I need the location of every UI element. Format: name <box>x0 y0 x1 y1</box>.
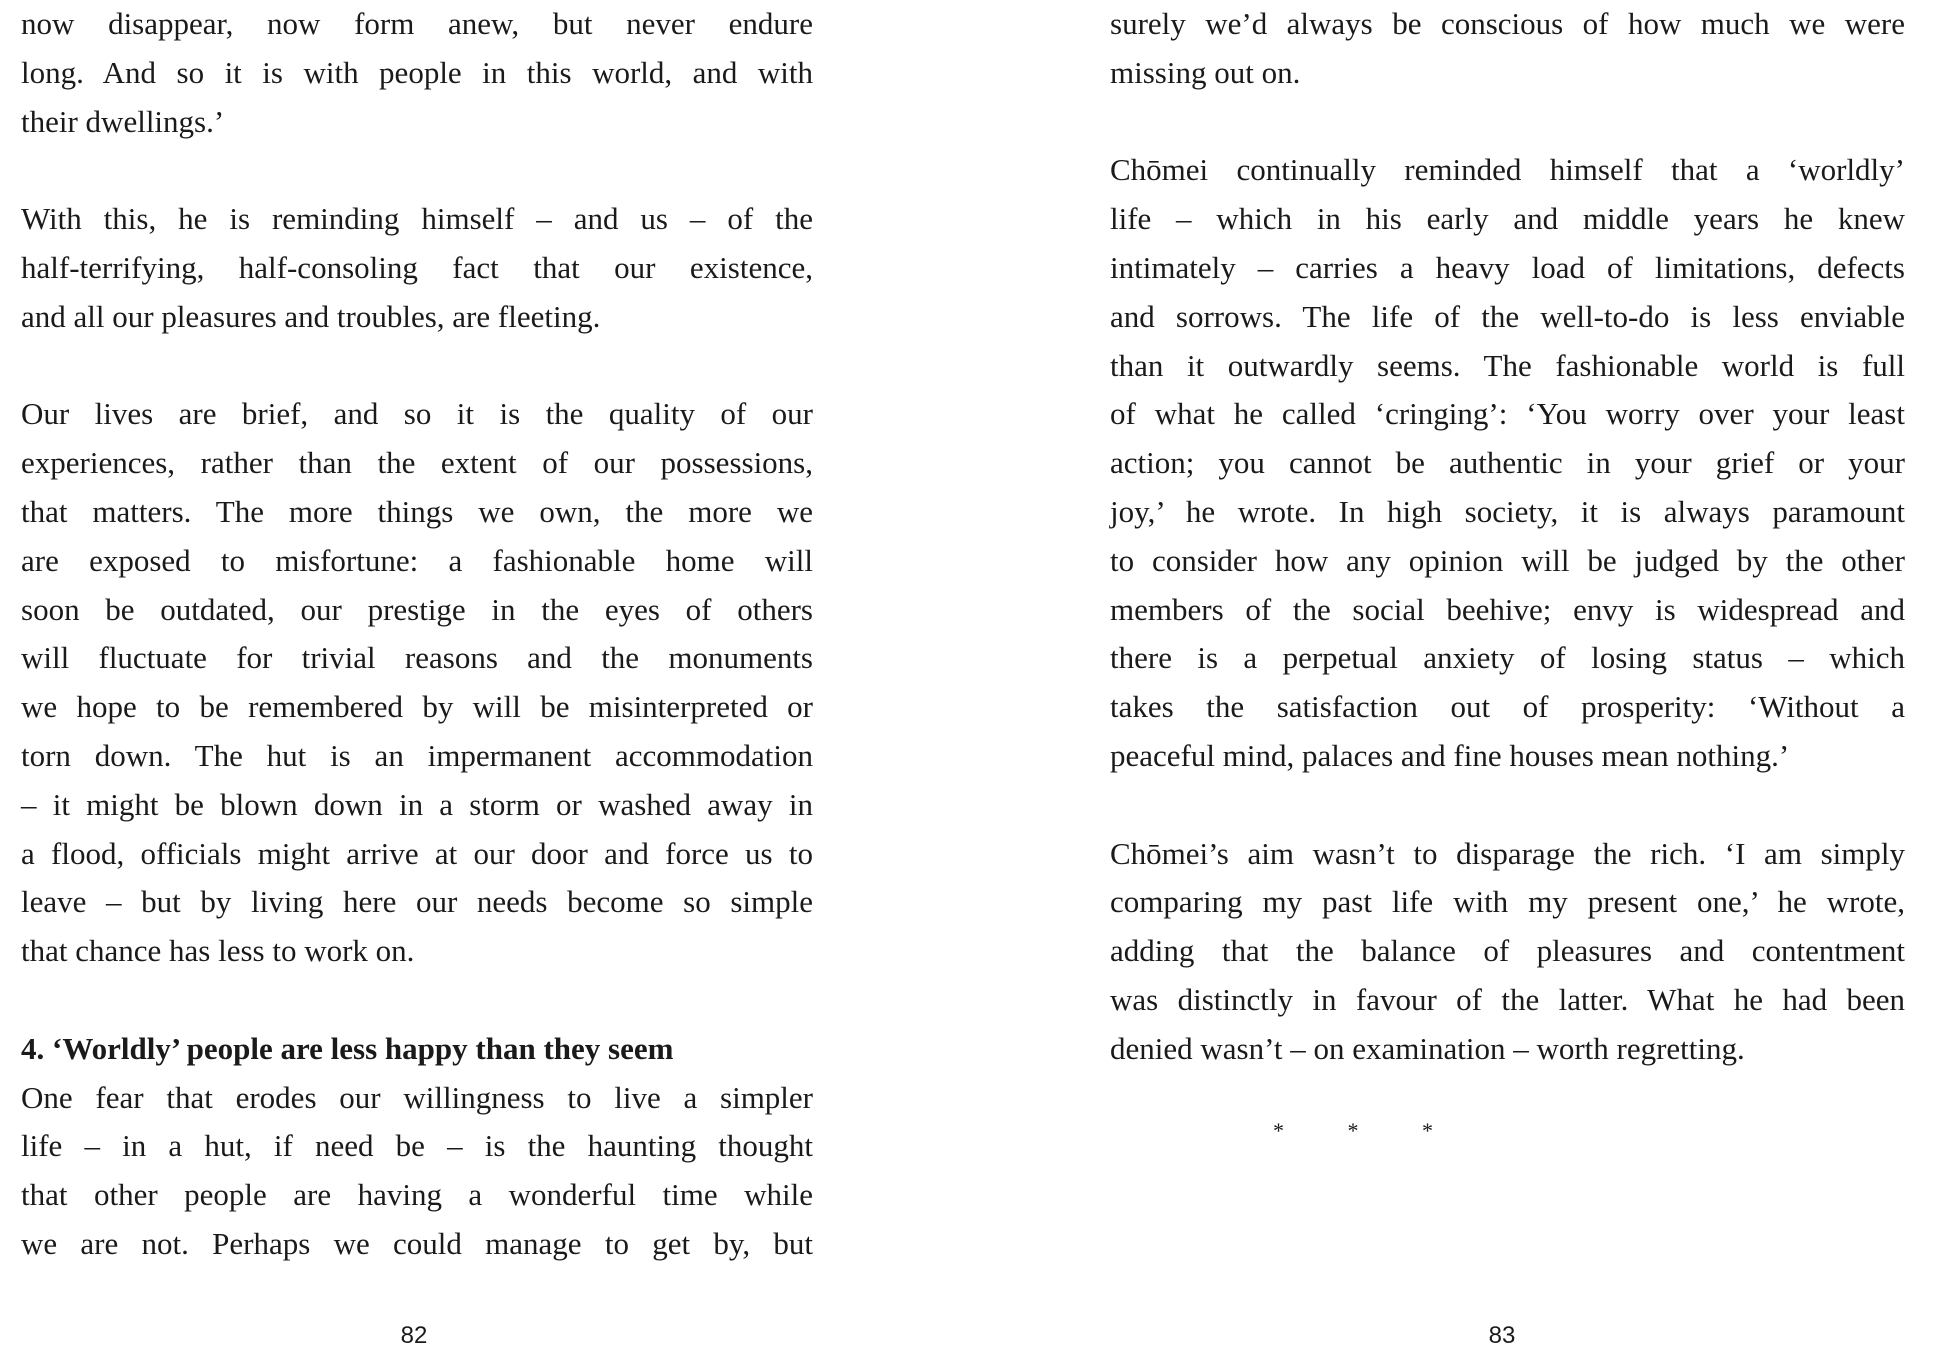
text-line: joy,’ he wrote. In high society, it is always paramount <box>1110 493 1905 529</box>
page-number: 82 <box>400 1322 428 1349</box>
text-line: leave – but by living here our needs become so simple <box>21 884 813 920</box>
text-line: One fear that erodes our willingness to live a simpler <box>21 1079 813 1115</box>
text-line: now disappear, now form anew, but never endure <box>21 6 813 41</box>
text-line: and all our pleasures and troubles, are fleeting. <box>21 298 601 334</box>
text-line: was distinctly in favour of the latter. What he had been <box>1110 981 1905 1017</box>
text-line: peaceful mind, palaces and fine houses mean nothing.’ <box>1110 737 1790 773</box>
text-line: than it outwardly seems. The fashionable world is full <box>1110 347 1905 383</box>
text-line: that matters. The more things we own, the more we <box>21 493 813 529</box>
text-line: of what he called ‘cringing’: ‘You worry over your least <box>1110 396 1905 432</box>
text-line: intimately – carries a heavy load of limitations, defects <box>1110 249 1905 285</box>
text-line: a flood, officials might arrive at our door and force us to <box>21 835 813 871</box>
text-line: Our lives are brief, and so it is the quality of our <box>21 396 813 432</box>
paragraph <box>21 1074 813 1269</box>
text-line: Chōmei continually reminded himself that a ‘worldly’ <box>1110 152 1905 188</box>
text-line: there is a perpetual anxiety of losing status – which <box>1110 640 1905 676</box>
section-heading: 4. ‘Worldly’ people are less happy than they seem <box>21 1030 674 1066</box>
paragraph <box>1110 0 1905 98</box>
right-page <box>973 0 1946 1359</box>
paragraph <box>1110 146 1905 780</box>
text-line: action; you cannot be authentic in your grief or your <box>1110 445 1905 481</box>
text-line: With this, he is reminding himself – and us – of the <box>21 201 813 237</box>
text-line: will fluctuate for trivial reasons and the monuments <box>21 640 813 676</box>
paragraph <box>21 195 813 341</box>
text-line: missing out on. <box>1110 54 1301 90</box>
text-line: that chance has less to work on. <box>21 933 415 969</box>
text-line: are exposed to misfortune: a fashionable home will <box>21 542 813 578</box>
text-line: and sorrows. The life of the well-to-do is less enviable <box>1110 298 1905 334</box>
text-line: their dwellings.’ <box>21 103 225 139</box>
asterisk: * <box>1347 1118 1359 1143</box>
text-line: life – which in his early and middle years he knew <box>1110 201 1905 237</box>
page-number: 83 <box>1488 1322 1516 1349</box>
text-line: adding that the balance of pleasures and contentment <box>1110 933 1905 969</box>
right-text-column <box>1110 0 1905 1074</box>
text-line: to consider how any opinion will be judged by the other <box>1110 542 1905 578</box>
text-line: soon be outdated, our prestige in the eyes of others <box>21 591 813 627</box>
text-line: long. And so it is with people in this world, and with <box>21 54 813 90</box>
text-line: we hope to be remembered by will be misinterpreted or <box>21 689 813 725</box>
text-line: surely we’d always be conscious of how much we were <box>1110 6 1905 41</box>
text-line: members of the social beehive; envy is widespread and <box>1110 591 1905 627</box>
left-text-column <box>21 0 813 1269</box>
text-line: Chōmei’s aim wasn’t to disparage the rich. ‘I am simply <box>1110 835 1905 871</box>
text-line: takes the satisfaction out of prosperity: ‘Without a <box>1110 689 1905 725</box>
text-line: that other people are having a wonderful time while <box>21 1177 813 1213</box>
section-break <box>1273 1118 1433 1144</box>
text-line: we are not. Perhaps we could manage to get by, but <box>21 1225 813 1261</box>
text-line: experiences, rather than the extent of our possessions, <box>21 445 813 481</box>
text-line: half-terrifying, half-consoling fact that our existence, <box>21 249 813 285</box>
text-line: denied wasn’t – on examination – worth regretting. <box>1110 1030 1745 1066</box>
asterisk: * <box>1273 1118 1284 1143</box>
paragraph <box>21 390 813 976</box>
text-line: – it might be blown down in a storm or washed away in <box>21 786 813 822</box>
paragraph <box>1110 830 1905 1074</box>
asterisk: * <box>1422 1118 1433 1143</box>
text-line: comparing my past life with my present one,’ he wrote, <box>1110 884 1905 920</box>
paragraph <box>21 0 813 146</box>
text-line: life – in a hut, if need be – is the haunting thought <box>21 1128 813 1164</box>
text-line: torn down. The hut is an impermanent accommodation <box>21 737 813 773</box>
